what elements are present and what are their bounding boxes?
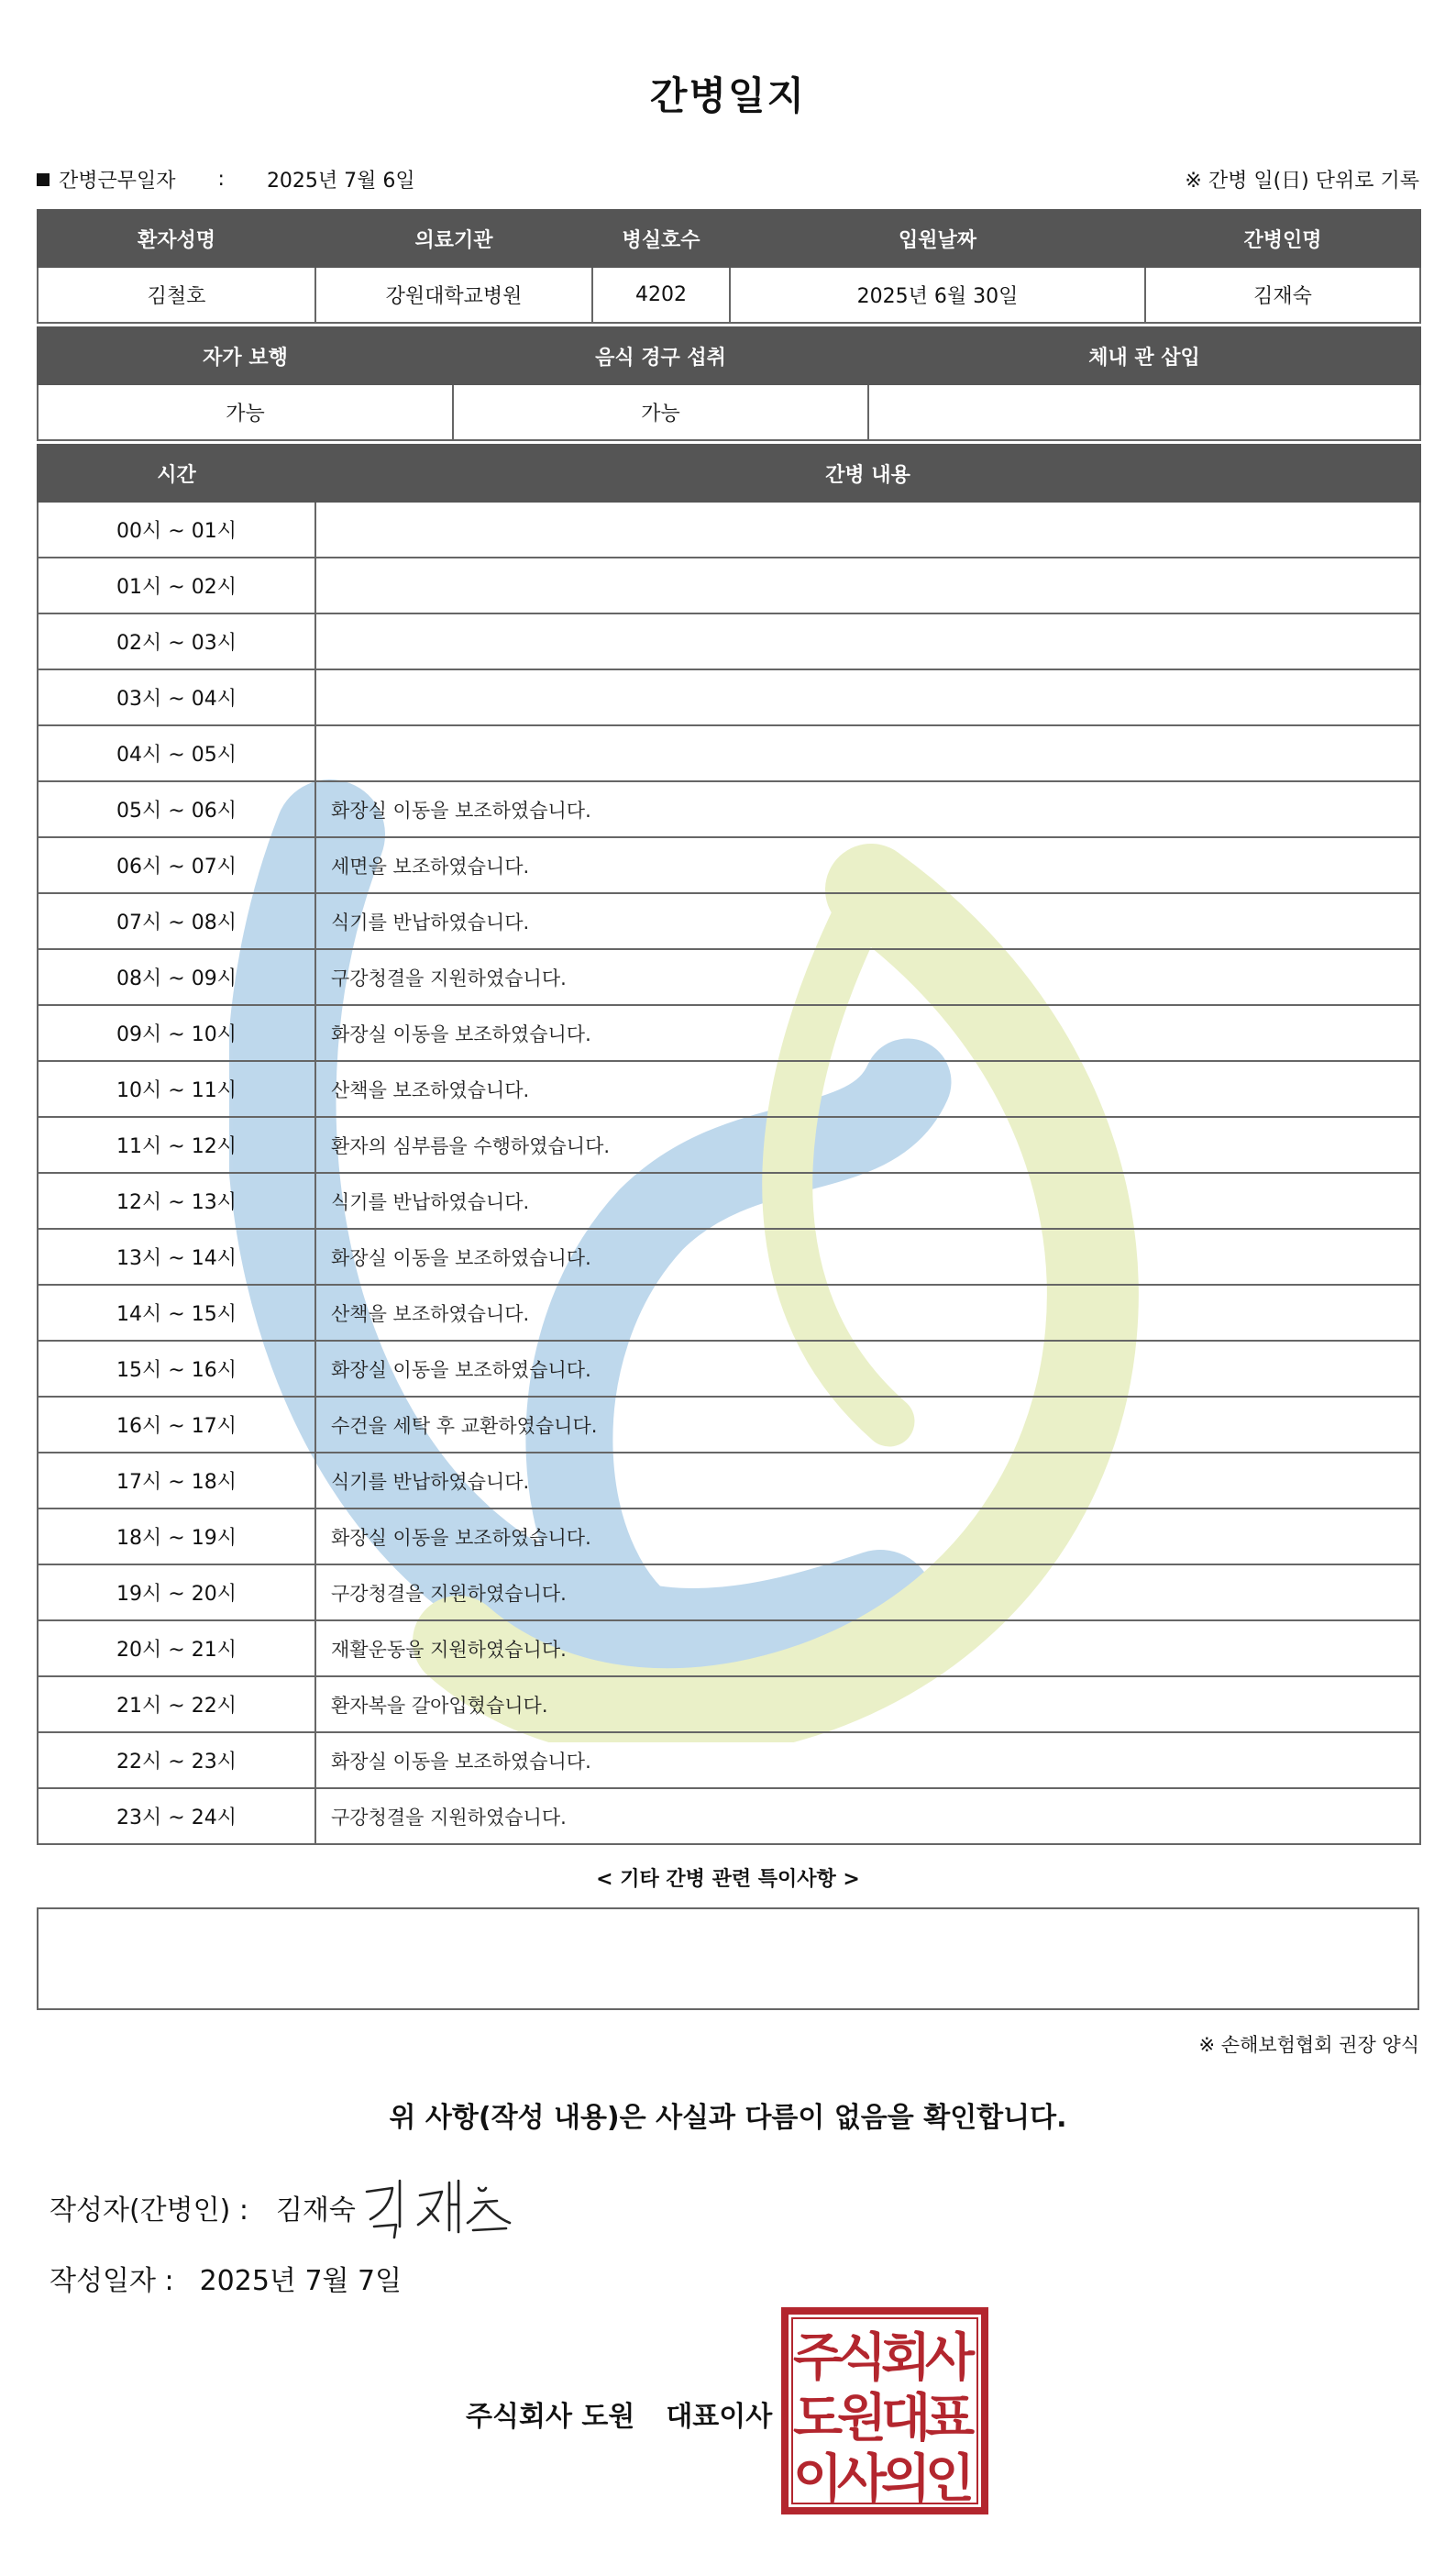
care-time: 17시 ~ 18시 xyxy=(38,1453,315,1509)
svg-text:주: 주 xyxy=(792,2328,844,2388)
care-content: 화장실 이동을 보조하였습니다. xyxy=(315,781,1420,837)
company-line xyxy=(466,2393,772,2434)
header-time: 시간 xyxy=(38,445,315,502)
value-walking: 가능 xyxy=(38,384,453,440)
care-row xyxy=(38,502,1420,558)
header-patient-name: 환자성명 xyxy=(38,210,315,267)
care-time: 19시 ~ 20시 xyxy=(38,1564,315,1620)
care-row xyxy=(38,949,1420,1005)
writer-name: 김재숙 xyxy=(275,2194,356,2227)
care-content: 식기를 반납하였습니다. xyxy=(315,1453,1420,1509)
svg-text:이: 이 xyxy=(792,2449,844,2509)
care-content: 환자복을 갈아입혔습니다. xyxy=(315,1676,1420,1732)
bullet-square-icon xyxy=(37,173,50,186)
care-content: 산책을 보조하였습니다. xyxy=(315,1285,1420,1341)
signature xyxy=(359,2172,524,2241)
care-row xyxy=(38,781,1420,837)
care-time: 14시 ~ 15시 xyxy=(38,1285,315,1341)
status-value-row xyxy=(38,384,1420,440)
care-row xyxy=(38,1620,1420,1676)
written-date-value: 2025년 7월 7일 xyxy=(199,2265,403,2297)
care-time: 07시 ~ 08시 xyxy=(38,893,315,949)
care-time: 10시 ~ 11시 xyxy=(38,1061,315,1117)
care-content: 구강청결을 지원하였습니다. xyxy=(315,1564,1420,1620)
care-table-body xyxy=(38,502,1420,1844)
confirmation-statement: 위 사항(작성 내용)은 사실과 다름이 없음을 확인합니다. xyxy=(389,2102,1067,2134)
care-content xyxy=(315,669,1420,725)
care-time: 18시 ~ 19시 xyxy=(38,1509,315,1564)
care-row xyxy=(38,725,1420,781)
svg-text:대: 대 xyxy=(880,2389,932,2448)
care-content: 구강청결을 지원하였습니다. xyxy=(315,1788,1420,1844)
value-room: 4202 xyxy=(592,267,730,323)
work-date-value: 2025년 7월 6일 xyxy=(266,170,415,193)
work-date xyxy=(37,165,415,193)
care-time: 20시 ~ 21시 xyxy=(38,1620,315,1676)
care-time: 02시 ~ 03시 xyxy=(38,613,315,669)
care-row xyxy=(38,1061,1420,1117)
care-time: 11시 ~ 12시 xyxy=(38,1117,315,1173)
svg-text:표: 표 xyxy=(924,2389,976,2448)
care-time: 00시 ~ 01시 xyxy=(38,502,315,558)
care-row xyxy=(38,1453,1420,1509)
care-time: 04시 ~ 05시 xyxy=(38,725,315,781)
header-oral-intake: 음식 경구 섭취 xyxy=(453,327,868,384)
care-row xyxy=(38,1285,1420,1341)
care-table xyxy=(37,444,1421,1845)
care-content: 식기를 반납하였습니다. xyxy=(315,1173,1420,1229)
care-content: 화장실 이동을 보조하였습니다. xyxy=(315,1229,1420,1285)
care-time: 21시 ~ 22시 xyxy=(38,1676,315,1732)
care-time: 16시 ~ 17시 xyxy=(38,1397,315,1453)
care-header-row xyxy=(38,445,1420,502)
writer-label: 작성자(간병인) : xyxy=(50,2194,248,2227)
care-time: 01시 ~ 02시 xyxy=(38,558,315,613)
care-content: 화장실 이동을 보조하였습니다. xyxy=(315,1341,1420,1397)
patient-header-row xyxy=(38,210,1420,267)
care-content: 화장실 이동을 보조하였습니다. xyxy=(315,1732,1420,1788)
company-seal-stamp xyxy=(781,2307,988,2514)
care-time: 06시 ~ 07시 xyxy=(38,837,315,893)
header-room: 병실호수 xyxy=(592,210,730,267)
svg-text:회: 회 xyxy=(880,2328,932,2388)
form-note: ※ 손해보험협회 권장 양식 xyxy=(1198,2034,1419,2056)
care-time: 05시 ~ 06시 xyxy=(38,781,315,837)
header-walking: 자가 보행 xyxy=(38,327,453,384)
care-content: 수건을 세탁 후 교환하였습니다. xyxy=(315,1397,1420,1453)
care-row xyxy=(38,1005,1420,1061)
care-row xyxy=(38,1397,1420,1453)
status-header-row xyxy=(38,327,1420,384)
care-time: 23시 ~ 24시 xyxy=(38,1788,315,1844)
care-time: 08시 ~ 09시 xyxy=(38,949,315,1005)
value-hospital: 강원대학교병원 xyxy=(315,267,592,323)
header-admission-date: 입원날짜 xyxy=(730,210,1145,267)
care-row xyxy=(38,613,1420,669)
care-row xyxy=(38,893,1420,949)
work-date-separator: : xyxy=(217,168,225,191)
care-content xyxy=(315,725,1420,781)
care-time: 12시 ~ 13시 xyxy=(38,1173,315,1229)
svg-text:사: 사 xyxy=(836,2449,888,2509)
care-content: 재활운동을 지원하였습니다. xyxy=(315,1620,1420,1676)
care-row xyxy=(38,669,1420,725)
header-tube: 체내 관 삽입 xyxy=(868,327,1420,384)
care-row xyxy=(38,1676,1420,1732)
svg-text:인: 인 xyxy=(924,2449,976,2509)
care-time: 03시 ~ 04시 xyxy=(38,669,315,725)
care-content: 환자의 심부름을 수행하였습니다. xyxy=(315,1117,1420,1173)
care-content: 식기를 반납하였습니다. xyxy=(315,893,1420,949)
care-content xyxy=(315,613,1420,669)
svg-text:사: 사 xyxy=(924,2328,976,2388)
care-content: 세면을 보조하였습니다. xyxy=(315,837,1420,893)
patient-table xyxy=(37,209,1421,324)
value-tube xyxy=(868,384,1420,440)
status-table xyxy=(37,326,1421,441)
patient-value-row xyxy=(38,267,1420,323)
care-content xyxy=(315,502,1420,558)
value-oral-intake: 가능 xyxy=(453,384,868,440)
care-row xyxy=(38,1229,1420,1285)
value-caregiver: 김재숙 xyxy=(1145,267,1420,323)
care-row xyxy=(38,558,1420,613)
value-patient-name: 김철호 xyxy=(38,267,315,323)
care-row xyxy=(38,837,1420,893)
care-time: 15시 ~ 16시 xyxy=(38,1341,315,1397)
svg-text:원: 원 xyxy=(836,2389,888,2448)
company-name: 주식회사 도원 xyxy=(466,2401,635,2433)
care-row xyxy=(38,1732,1420,1788)
care-content xyxy=(315,558,1420,613)
header-care-content: 간병 내용 xyxy=(315,445,1420,502)
notes-title: < 기타 간병 관련 특이사항 > xyxy=(596,1868,860,1891)
care-time: 13시 ~ 14시 xyxy=(38,1229,315,1285)
written-date-label: 작성일자 : xyxy=(50,2265,174,2297)
care-row xyxy=(38,1117,1420,1173)
written-date-line xyxy=(50,2258,402,2298)
document-title: 간병일지 xyxy=(649,73,807,118)
care-row xyxy=(38,1509,1420,1564)
writer-line xyxy=(50,2187,356,2227)
care-content: 구강청결을 지원하였습니다. xyxy=(315,949,1420,1005)
care-time: 22시 ~ 23시 xyxy=(38,1732,315,1788)
care-row xyxy=(38,1341,1420,1397)
care-time: 09시 ~ 10시 xyxy=(38,1005,315,1061)
care-content: 화장실 이동을 보조하였습니다. xyxy=(315,1005,1420,1061)
header-hospital: 의료기관 xyxy=(315,210,592,267)
company-title: 대표이사 xyxy=(666,2401,773,2433)
care-content: 산책을 보조하였습니다. xyxy=(315,1061,1420,1117)
value-admission-date: 2025년 6월 30일 xyxy=(730,267,1145,323)
care-row xyxy=(38,1173,1420,1229)
care-content: 화장실 이동을 보조하였습니다. xyxy=(315,1509,1420,1564)
svg-text:식: 식 xyxy=(836,2328,888,2388)
work-date-label: 간병근무일자 xyxy=(59,170,176,193)
care-row xyxy=(38,1788,1420,1844)
header-caregiver: 간병인명 xyxy=(1145,210,1420,267)
svg-text:의: 의 xyxy=(880,2449,932,2509)
care-row xyxy=(38,1564,1420,1620)
notes-box xyxy=(37,1907,1419,2010)
svg-text:도: 도 xyxy=(792,2389,844,2448)
unit-note: ※ 간병 일(日) 단위로 기록 xyxy=(1185,170,1419,193)
meta-line xyxy=(37,165,1419,194)
